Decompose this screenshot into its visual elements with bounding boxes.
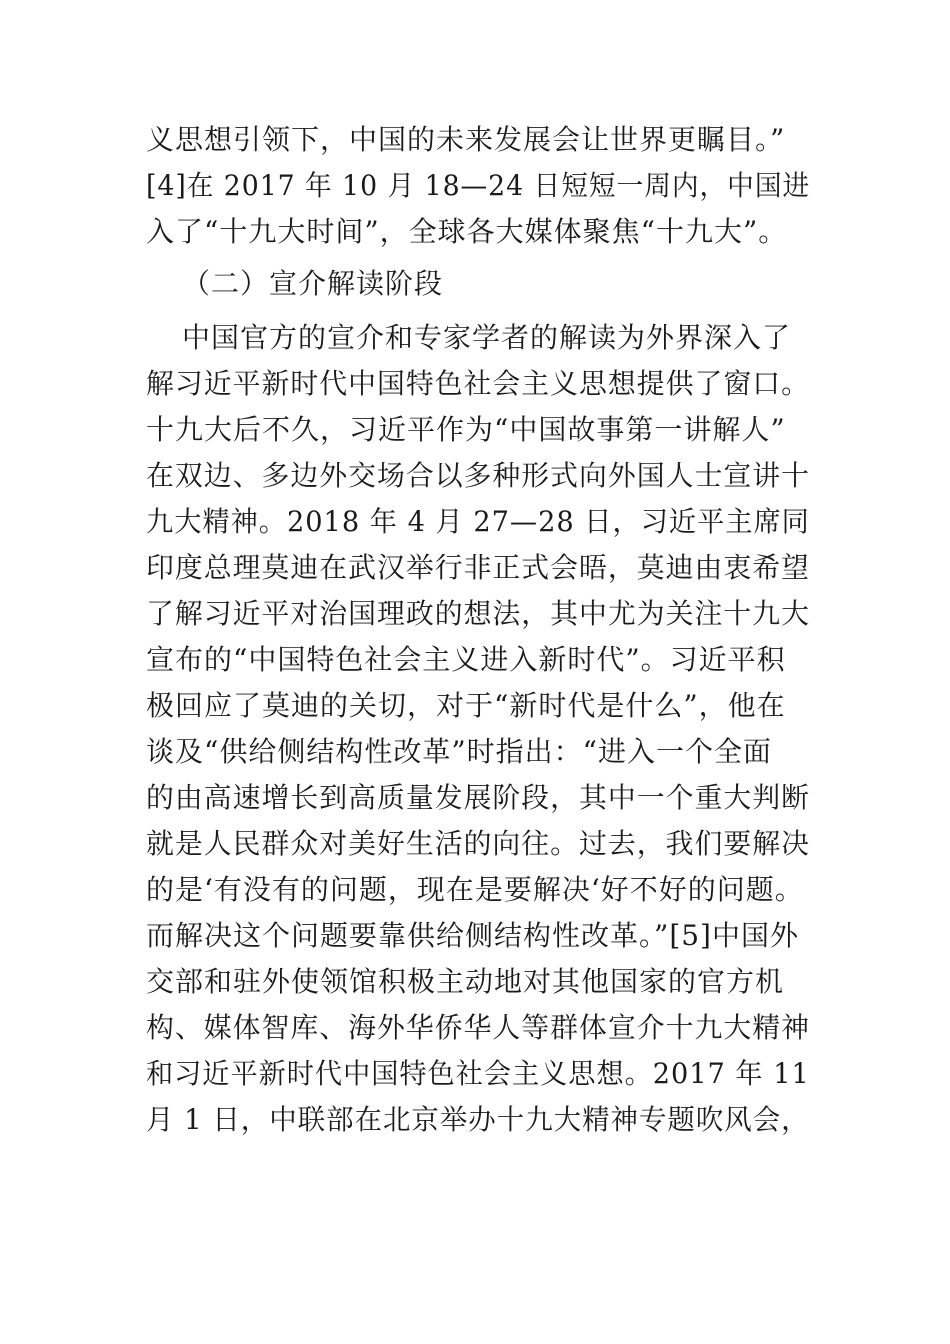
text-line: 入了“十九大时间”，全球各大媒体聚焦“十九大”。	[146, 215, 788, 248]
text-line: 月 1 日，中联部在北京举办十九大精神专题吹风会，	[146, 1103, 810, 1136]
text-line: 中国官方的宣介和专家学者的解读为外界深入了	[182, 321, 792, 354]
text-line: 十九大后不久，习近平作为“中国故事第一讲解人”	[146, 413, 786, 446]
text-line: 九大精神。2018 年 4 月 27—28 日，习近平主席同	[146, 505, 810, 538]
text-line: 构、媒体智库、海外华侨华人等群体宣介十九大精神	[146, 1011, 811, 1044]
text-line: 的由高速增长到高质量发展阶段，其中一个重大判断	[146, 781, 811, 814]
text-line: 的是‘有没有的问题，现在是要解决‘好不好的问题。	[146, 873, 804, 906]
text-line: 交部和驻外使领馆积极主动地对其他国家的官方机	[146, 965, 785, 998]
text-line: 解习近平新时代中国特色社会主义思想提供了窗口。	[146, 367, 811, 400]
text-line: 就是人民群众对美好生活的向往。过去，我们要解决	[146, 827, 811, 860]
section-heading: （二）宣介解读阶段	[182, 267, 444, 300]
text-line: 和习近平新时代中国特色社会主义思想。2017 年 11	[146, 1057, 810, 1090]
text-line: 而解决这个问题要靠供给侧结构性改革。”[5]中国外	[146, 919, 799, 952]
text-line: 了解习近平对治国理政的想法，其中尤为关注十九大	[146, 597, 811, 630]
text-line: 宣布的“中国特色社会主义进入新时代”。习近平积	[146, 643, 786, 676]
text-line: 谈及“供给侧结构性改革”时指出：“进入一个全面	[146, 735, 772, 768]
text-line: 在双边、多边外交场合以多种形式向外国人士宣讲十	[146, 459, 811, 492]
text-line: [4]在 2017 年 10 月 18—24 日短短一周内，中国进	[146, 169, 811, 202]
text-line: 印度总理莫迪在武汉举行非正式会晤，莫迪由衷希望	[146, 551, 811, 584]
text-line: 极回应了莫迪的关切，对于“新时代是什么”，他在	[146, 689, 786, 722]
text-line: 义思想引领下，中国的未来发展会让世界更瞩目。”	[146, 123, 786, 156]
